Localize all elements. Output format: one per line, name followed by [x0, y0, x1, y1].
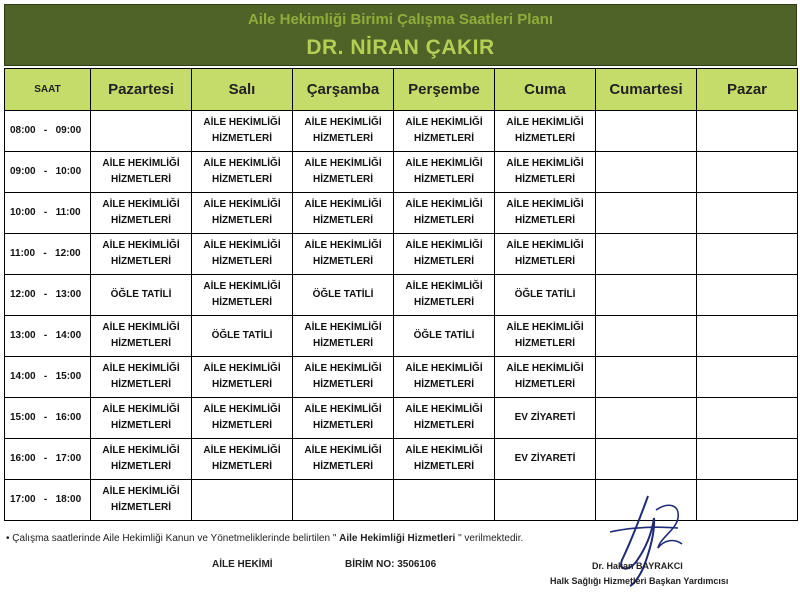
schedule-cell: AİLE HEKİMLİĞİ HİZMETLERİ [394, 398, 495, 439]
family-doctor-label: AİLE HEKİMİ [212, 559, 273, 570]
schedule-cell [697, 398, 798, 439]
time-slot: 10:00 - 11:00 [5, 193, 91, 234]
schedule-cell: AİLE HEKİMLİĞİ HİZMETLERİ [394, 234, 495, 275]
time-slot: 14:00 - 15:00 [5, 357, 91, 398]
table-row [5, 275, 798, 316]
doctor-name: DR. NİRAN ÇAKIR [306, 36, 495, 59]
column-header: Perşembe [394, 69, 495, 111]
schedule-cell [596, 398, 697, 439]
table-row [5, 152, 798, 193]
signer-name: Dr. Hakan BAYRAKCI [592, 561, 683, 571]
schedule-cell [697, 234, 798, 275]
note-text-end: " verilmektedir. [455, 533, 524, 544]
schedule-cell [697, 439, 798, 480]
schedule-cell: AİLE HEKİMLİĞİ HİZMETLERİ [192, 193, 293, 234]
schedule-cell: ÖĞLE TATİLİ [91, 275, 192, 316]
schedule-cell: AİLE HEKİMLİĞİ HİZMETLERİ [192, 275, 293, 316]
table-row [5, 357, 798, 398]
time-slot: 16:00 - 17:00 [5, 439, 91, 480]
time-slot: 11:00 - 12:00 [5, 234, 91, 275]
schedule-cell: ÖĞLE TATİLİ [495, 275, 596, 316]
schedule-cell: AİLE HEKİMLİĞİ HİZMETLERİ [394, 152, 495, 193]
schedule-cell: AİLE HEKİMLİĞİ HİZMETLERİ [192, 152, 293, 193]
schedule-cell: AİLE HEKİMLİĞİ HİZMETLERİ [293, 398, 394, 439]
schedule-cell [596, 316, 697, 357]
schedule-cell: AİLE HEKİMLİĞİ HİZMETLERİ [192, 357, 293, 398]
schedule-cell [697, 111, 798, 152]
schedule-table [4, 68, 798, 521]
schedule-cell: AİLE HEKİMLİĞİ HİZMETLERİ [91, 480, 192, 521]
schedule-cell [596, 439, 697, 480]
signer-role: Halk Sağlığı Hizmetleri Başkan Yardımcısı [550, 576, 729, 586]
schedule-cell: AİLE HEKİMLİĞİ HİZMETLERİ [293, 111, 394, 152]
schedule-cell: AİLE HEKİMLİĞİ HİZMETLERİ [495, 316, 596, 357]
schedule-cell [596, 111, 697, 152]
schedule-cell: AİLE HEKİMLİĞİ HİZMETLERİ [91, 439, 192, 480]
time-slot: 17:00 - 18:00 [5, 480, 91, 521]
header-row [5, 69, 798, 111]
schedule-cell: AİLE HEKİMLİĞİ HİZMETLERİ [192, 439, 293, 480]
schedule-cell: EV ZİYARETİ [495, 398, 596, 439]
schedule-cell [697, 316, 798, 357]
schedule-cell [293, 480, 394, 521]
schedule-cell: AİLE HEKİMLİĞİ HİZMETLERİ [293, 316, 394, 357]
schedule-cell: AİLE HEKİMLİĞİ HİZMETLERİ [293, 152, 394, 193]
schedule-cell [192, 480, 293, 521]
table-row [5, 398, 798, 439]
schedule-cell: AİLE HEKİMLİĞİ HİZMETLERİ [192, 111, 293, 152]
schedule-cell: AİLE HEKİMLİĞİ HİZMETLERİ [394, 439, 495, 480]
column-header: Çarşamba [293, 69, 394, 111]
schedule-cell: AİLE HEKİMLİĞİ HİZMETLERİ [91, 152, 192, 193]
schedule-cell [596, 357, 697, 398]
schedule-cell: AİLE HEKİMLİĞİ HİZMETLERİ [91, 193, 192, 234]
schedule-body [5, 111, 798, 521]
schedule-cell: AİLE HEKİMLİĞİ HİZMETLERİ [192, 398, 293, 439]
schedule-cell [697, 152, 798, 193]
schedule-cell: AİLE HEKİMLİĞİ HİZMETLERİ [495, 111, 596, 152]
schedule-cell: AİLE HEKİMLİĞİ HİZMETLERİ [91, 357, 192, 398]
schedule-cell: AİLE HEKİMLİĞİ HİZMETLERİ [91, 316, 192, 357]
schedule-cell: AİLE HEKİMLİĞİ HİZMETLERİ [293, 193, 394, 234]
plan-title: Aile Hekimliği Birimi Çalışma Saatleri Planı [247, 11, 554, 28]
schedule-cell: AİLE HEKİMLİĞİ HİZMETLERİ [91, 398, 192, 439]
schedule-cell: ÖĞLE TATİLİ [394, 316, 495, 357]
table-row [5, 193, 798, 234]
table-row [5, 111, 798, 152]
schedule-cell: ÖĞLE TATİLİ [192, 316, 293, 357]
schedule-cell: AİLE HEKİMLİĞİ HİZMETLERİ [394, 357, 495, 398]
schedule-cell [596, 152, 697, 193]
table-row [5, 234, 798, 275]
schedule-cell [394, 480, 495, 521]
time-slot: 13:00 - 14:00 [5, 316, 91, 357]
schedule-cell [697, 193, 798, 234]
column-header: Cuma [495, 69, 596, 111]
schedule-cell: AİLE HEKİMLİĞİ HİZMETLERİ [495, 357, 596, 398]
schedule-cell [596, 193, 697, 234]
schedule-cell: AİLE HEKİMLİĞİ HİZMETLERİ [394, 275, 495, 316]
note-text-start: Çalışma saatlerinde Aile Hekimliği Kanun ve Yönetmeliklerinde belirtilen " [12, 533, 340, 544]
schedule-cell: EV ZİYARETİ [495, 439, 596, 480]
column-header: Pazar [697, 69, 798, 111]
time-slot: 09:00 - 10:00 [5, 152, 91, 193]
time-slot: 08:00 - 09:00 [5, 111, 91, 152]
column-header: Pazartesi [91, 69, 192, 111]
schedule-cell: AİLE HEKİMLİĞİ HİZMETLERİ [394, 111, 495, 152]
schedule-cell: AİLE HEKİMLİĞİ HİZMETLERİ [293, 234, 394, 275]
schedule-cell: ÖĞLE TATİLİ [293, 275, 394, 316]
schedule-cell [697, 275, 798, 316]
table-row [5, 316, 798, 357]
signature-icon [600, 488, 690, 588]
column-header: Salı [192, 69, 293, 111]
time-slot: 15:00 - 16:00 [5, 398, 91, 439]
table-row [5, 439, 798, 480]
schedule-cell: AİLE HEKİMLİĞİ HİZMETLERİ [293, 357, 394, 398]
schedule-cell [91, 111, 192, 152]
schedule-cell: AİLE HEKİMLİĞİ HİZMETLERİ [192, 234, 293, 275]
schedule-cell: AİLE HEKİMLİĞİ HİZMETLERİ [91, 234, 192, 275]
schedule-cell: AİLE HEKİMLİĞİ HİZMETLERİ [495, 193, 596, 234]
schedule-cell [596, 234, 697, 275]
note-text-bold: Aile Hekimliği Hizmetleri [339, 533, 456, 544]
unit-number: BİRİM NO: 3506106 [345, 559, 437, 570]
schedule-cell [495, 480, 596, 521]
footnote: • Çalışma saatlerinde Aile Hekimliği Kanun ve Yönetmeliklerinde belirtilen " Aile Hekimliği Hizmetleri " verilmektedir. [6, 533, 524, 544]
schedule-cell: AİLE HEKİMLİĞİ HİZMETLERİ [293, 439, 394, 480]
column-header: Cumartesi [596, 69, 697, 111]
schedule-cell: AİLE HEKİMLİĞİ HİZMETLERİ [394, 193, 495, 234]
column-header: SAAT [5, 69, 91, 111]
schedule-cell [596, 275, 697, 316]
time-slot: 12:00 - 13:00 [5, 275, 91, 316]
schedule-cell: AİLE HEKİMLİĞİ HİZMETLERİ [495, 234, 596, 275]
schedule-cell [697, 357, 798, 398]
schedule-cell: AİLE HEKİMLİĞİ HİZMETLERİ [495, 152, 596, 193]
schedule-cell [697, 480, 798, 521]
page-header [4, 4, 797, 66]
